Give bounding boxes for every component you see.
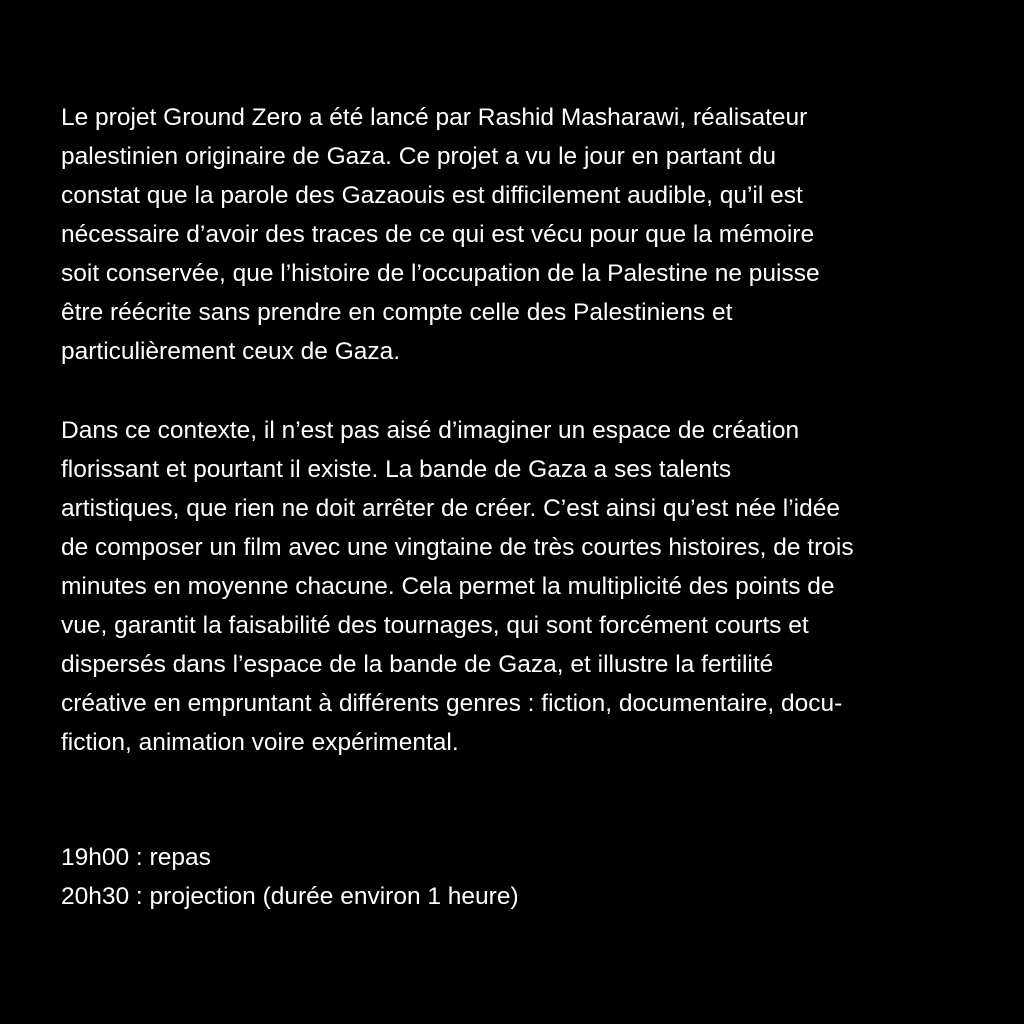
paragraph-line: fiction, animation voire expérimental. [61, 729, 459, 756]
paragraph-line: Dans ce contexte, il n’est pas aisé d’imaginer un espace de création [61, 417, 800, 444]
paragraph-line: artistiques, que rien ne doit arrêter de créer. C’est ainsi qu’est née l’idée [61, 495, 840, 522]
paragraph-line: vue, garantit la faisabilité des tournages, qui sont forcément courts et [61, 612, 809, 639]
paragraph-line: particulièrement ceux de Gaza. [61, 338, 401, 365]
paragraph-line: créative en empruntant à différents genres : fiction, documentaire, docu- [61, 690, 843, 717]
paragraph-line: de composer un film avec une vingtaine de très courtes histoires, de trois [61, 534, 854, 561]
paragraph-line: nécessaire d’avoir des traces de ce qui est vécu pour que la mémoire [61, 221, 815, 248]
paragraph-line: soit conservée, que l’histoire de l’occupation de la Palestine ne puisse [61, 260, 820, 287]
paragraph-line: constat que la parole des Gazaouis est difficilement audible, qu’il est [61, 182, 803, 209]
paragraph-line: être réécrite sans prendre en compte celle des Palestiniens et [61, 299, 733, 326]
paragraph-line: minutes en moyenne chacune. Cela permet la multiplicité des points de [61, 573, 835, 600]
paragraph-line: Le projet Ground Zero a été lancé par Rashid Masharawi, réalisateur [61, 104, 808, 131]
schedule-list [61, 838, 519, 916]
intro-paragraph [61, 98, 820, 371]
paragraph-line: palestinien originaire de Gaza. Ce projet a vu le jour en partant du [61, 143, 777, 170]
paragraph-line: dispersés dans l’espace de la bande de Gaza, et illustre la fertilité [61, 651, 774, 678]
paragraph-line: florissant et pourtant il existe. La bande de Gaza a ses talents [61, 456, 732, 483]
schedule-item: 19h00 : repas [61, 844, 211, 871]
context-paragraph [61, 411, 854, 762]
schedule-item: 20h30 : projection (durée environ 1 heure) [61, 883, 519, 910]
